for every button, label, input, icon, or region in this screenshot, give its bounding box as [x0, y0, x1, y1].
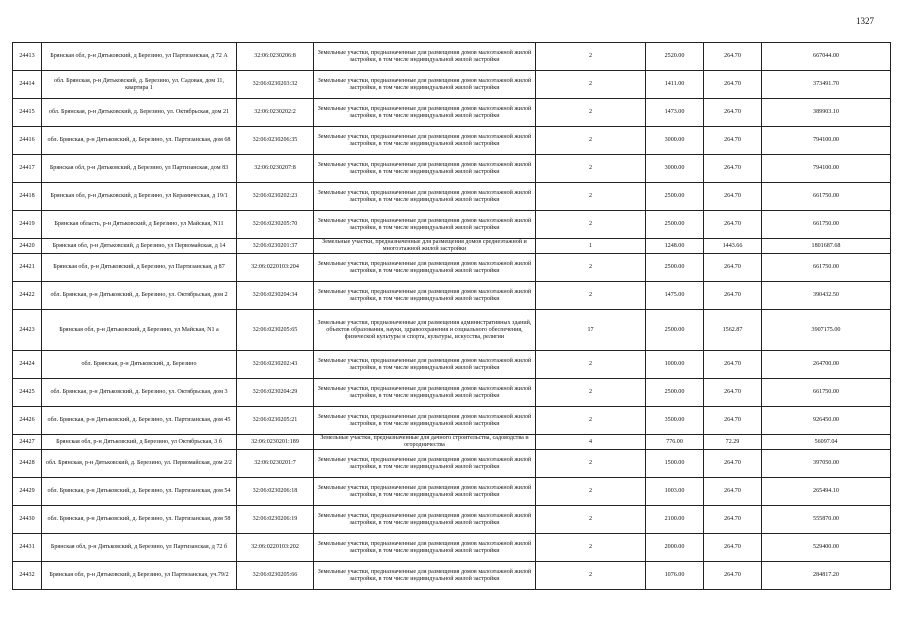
use-group-code-cell: 2 — [536, 155, 646, 183]
specific-value-cell: 264.70 — [704, 506, 762, 534]
table-row — [13, 310, 891, 351]
use-group-code-cell: 2 — [536, 351, 646, 379]
area-cell: 2500.00 — [646, 211, 704, 239]
table-row — [13, 127, 891, 155]
row-number-cell: 24425 — [13, 379, 42, 407]
use-group-code-cell: 2 — [536, 282, 646, 310]
address-cell: Брянская обл, р-н Дятьковский, д Березино, ул Первомайская, д 14 — [42, 239, 237, 254]
table-row — [13, 562, 891, 590]
row-number-cell: 24429 — [13, 478, 42, 506]
table-row — [13, 211, 891, 239]
area-cell: 1003.00 — [646, 478, 704, 506]
cadastral-number-cell: 32:06:0230202:2 — [237, 99, 314, 127]
permitted-use-cell: Земельные участки, предназначенные для дачного строительства, садоводства и огородничества — [314, 435, 536, 450]
area-cell: 3000.00 — [646, 155, 704, 183]
row-number-cell: 24428 — [13, 450, 42, 478]
area-cell: 1248.00 — [646, 239, 704, 254]
use-group-code-cell: 1 — [536, 239, 646, 254]
area-cell: 3500.00 — [646, 407, 704, 435]
address-cell: обл. Брянская, р-н Дятьковский, д. Березино, ул. Октябрьская, дом 3 — [42, 379, 237, 407]
table-row — [13, 239, 891, 254]
use-group-code-cell: 2 — [536, 506, 646, 534]
cadastral-value-cell: 397050.00 — [762, 450, 891, 478]
specific-value-cell: 264.70 — [704, 407, 762, 435]
permitted-use-cell: Земельные участки, предназначенные для размещения домов малоэтажной жилой застройки, в том числе индивидуальной жилой застройки — [314, 155, 536, 183]
permitted-use-cell: Земельные участки, предназначенные для размещения административных зданий, объектов образования, науки, здравоохранения и социального обеспечения, физической культуры и спорта, культуры, искусства, религии — [314, 310, 536, 351]
permitted-use-cell: Земельные участки, предназначенные для размещения домов малоэтажной жилой застройки, в том числе индивидуальной жилой застройки — [314, 211, 536, 239]
area-cell: 2500.00 — [646, 183, 704, 211]
cadastral-number-cell: 32:06:0230203:32 — [237, 71, 314, 99]
permitted-use-cell: Земельные участки, предназначенные для размещения домов среднеэтажной и многоэтажной жилой застройки — [314, 239, 536, 254]
cadastral-value-cell: 667044.00 — [762, 43, 891, 71]
cadastral-number-cell: 32:06:0230205:65 — [237, 310, 314, 351]
table-row — [13, 71, 891, 99]
cadastral-number-cell: 32:06:0230205:21 — [237, 407, 314, 435]
row-number-cell: 24426 — [13, 407, 42, 435]
permitted-use-cell: Земельные участки, предназначенные для размещения домов малоэтажной жилой застройки, в том числе индивидуальной жилой застройки — [314, 127, 536, 155]
row-number-cell: 24432 — [13, 562, 42, 590]
cadastral-number-cell: 32:06:0230204:29 — [237, 379, 314, 407]
cadastral-value-cell: 1801687.68 — [762, 239, 891, 254]
cadastral-value-cell: 661750.00 — [762, 183, 891, 211]
row-number-cell: 24417 — [13, 155, 42, 183]
permitted-use-cell: Земельные участки, предназначенные для размещения домов малоэтажной жилой застройки, в том числе индивидуальной жилой застройки — [314, 71, 536, 99]
address-cell: обл. Брянская, р-н Дятьковский, д. Березино, ул. Партизанская, дом 45 — [42, 407, 237, 435]
table-row — [13, 183, 891, 211]
use-group-code-cell: 2 — [536, 43, 646, 71]
area-cell: 2500.00 — [646, 310, 704, 351]
row-number-cell: 24418 — [13, 183, 42, 211]
row-number-cell: 24414 — [13, 71, 42, 99]
permitted-use-cell: Земельные участки, предназначенные для размещения домов малоэтажной жилой застройки, в том числе индивидуальной жилой застройки — [314, 254, 536, 282]
cadastral-value-cell: 555870.00 — [762, 506, 891, 534]
area-cell: 1411.00 — [646, 71, 704, 99]
address-cell: обл. Брянская, р-н Дятьковский, д. Березино, ул. Партизанская, дом 54 — [42, 478, 237, 506]
cadastral-value-cell: 794100.00 — [762, 127, 891, 155]
permitted-use-cell: Земельные участки, предназначенные для размещения домов малоэтажной жилой застройки, в том числе индивидуальной жилой застройки — [314, 183, 536, 211]
cadastral-number-cell: 32:06:0230205:70 — [237, 211, 314, 239]
address-cell: Брянская обл, р-н Дятьковский, д Березино, ул Партизанская, д 87 — [42, 254, 237, 282]
row-number-cell: 24419 — [13, 211, 42, 239]
cadastral-number-cell: 32:06:0230207:8 — [237, 155, 314, 183]
cadastral-value-cell: 794100.00 — [762, 155, 891, 183]
cadastral-value-cell: 265494.10 — [762, 478, 891, 506]
address-cell: Брянская обл, р-н Дятьковский, д Березино, ул Керамическая, д 19/1 — [42, 183, 237, 211]
table-row — [13, 99, 891, 127]
area-cell: 1000.00 — [646, 351, 704, 379]
specific-value-cell: 1443.66 — [704, 239, 762, 254]
use-group-code-cell: 2 — [536, 478, 646, 506]
area-cell: 776.00 — [646, 435, 704, 450]
cadastral-number-cell: 32:06:0230202:23 — [237, 183, 314, 211]
cadastral-number-cell: 32:06:0220103:204 — [237, 254, 314, 282]
specific-value-cell: 264.70 — [704, 478, 762, 506]
row-number-cell: 24423 — [13, 310, 42, 351]
cadastral-number-cell: 32:06:0230201:37 — [237, 239, 314, 254]
use-group-code-cell: 2 — [536, 562, 646, 590]
cadastral-value-cell: 373491.70 — [762, 71, 891, 99]
specific-value-cell: 264.70 — [704, 450, 762, 478]
use-group-code-cell: 2 — [536, 450, 646, 478]
use-group-code-cell: 2 — [536, 407, 646, 435]
cadastral-number-cell: 32:06:0230206:35 — [237, 127, 314, 155]
use-group-code-cell: 2 — [536, 99, 646, 127]
specific-value-cell: 264.70 — [704, 562, 762, 590]
address-cell: обл. Брянская, р-н Дятьковский, д. Березино, ул. Октябрьская, дом 2 — [42, 282, 237, 310]
specific-value-cell: 264.70 — [704, 534, 762, 562]
specific-value-cell: 1562.87 — [704, 310, 762, 351]
permitted-use-cell: Земельные участки, предназначенные для размещения домов малоэтажной жилой застройки, в том числе индивидуальной жилой застройки — [314, 450, 536, 478]
cadastral-value-cell: 926450.00 — [762, 407, 891, 435]
area-cell: 1475.00 — [646, 282, 704, 310]
use-group-code-cell: 2 — [536, 127, 646, 155]
permitted-use-cell: Земельные участки, предназначенные для размещения домов малоэтажной жилой застройки, в том числе индивидуальной жилой застройки — [314, 99, 536, 127]
address-cell: Брянская обл, р-н Дятьковский, д Березино, ул Партизанская, уч.79/2 — [42, 562, 237, 590]
table-row — [13, 450, 891, 478]
permitted-use-cell: Земельные участки, предназначенные для размещения домов малоэтажной жилой застройки, в том числе индивидуальной жилой застройки — [314, 43, 536, 71]
specific-value-cell: 264.70 — [704, 183, 762, 211]
cadastral-number-cell: 32:06:0230201:7 — [237, 450, 314, 478]
table-row — [13, 254, 891, 282]
specific-value-cell: 264.70 — [704, 71, 762, 99]
cadastral-number-cell: 32:06:0230202:43 — [237, 351, 314, 379]
specific-value-cell: 264.70 — [704, 379, 762, 407]
cadastral-number-cell: 32:06:0230204:34 — [237, 282, 314, 310]
area-cell: 1473.00 — [646, 99, 704, 127]
cadastral-value-cell: 3907175.00 — [762, 310, 891, 351]
permitted-use-cell: Земельные участки, предназначенные для размещения домов малоэтажной жилой застройки, в том числе индивидуальной жилой застройки — [314, 534, 536, 562]
table-row — [13, 506, 891, 534]
area-cell: 2000.00 — [646, 534, 704, 562]
table-row — [13, 43, 891, 71]
table-row — [13, 534, 891, 562]
specific-value-cell: 264.70 — [704, 351, 762, 379]
area-cell: 3000.00 — [646, 127, 704, 155]
row-number-cell: 24416 — [13, 127, 42, 155]
address-cell: Брянская обл, р-н Дятьковский, д Березино, ул Октябрьская, 3 б — [42, 435, 237, 450]
row-number-cell: 24420 — [13, 239, 42, 254]
use-group-code-cell: 2 — [536, 534, 646, 562]
use-group-code-cell: 2 — [536, 379, 646, 407]
cadastral-value-cell: 661750.00 — [762, 379, 891, 407]
land-registry-table — [12, 42, 891, 590]
row-number-cell: 24421 — [13, 254, 42, 282]
use-group-code-cell: 2 — [536, 183, 646, 211]
cadastral-value-cell: 284817.20 — [762, 562, 891, 590]
permitted-use-cell: Земельные участки, предназначенные для размещения домов малоэтажной жилой застройки, в том числе индивидуальной жилой застройки — [314, 478, 536, 506]
row-number-cell: 24430 — [13, 506, 42, 534]
cadastral-value-cell: 661750.00 — [762, 254, 891, 282]
cadastral-number-cell: 32:06:0220103:202 — [237, 534, 314, 562]
row-number-cell: 24431 — [13, 534, 42, 562]
cadastral-value-cell: 389903.10 — [762, 99, 891, 127]
specific-value-cell: 264.70 — [704, 127, 762, 155]
row-number-cell: 24413 — [13, 43, 42, 71]
specific-value-cell: 264.70 — [704, 155, 762, 183]
use-group-code-cell: 4 — [536, 435, 646, 450]
cadastral-value-cell: 264700.00 — [762, 351, 891, 379]
use-group-code-cell: 2 — [536, 71, 646, 99]
cadastral-value-cell: 529400.00 — [762, 534, 891, 562]
address-cell: обл. Брянская, р-н Дятьковский, д. Березино, ул. Партизанская, дом 58 — [42, 506, 237, 534]
table-row — [13, 351, 891, 379]
area-cell: 2520.00 — [646, 43, 704, 71]
permitted-use-cell: Земельные участки, предназначенные для размещения домов малоэтажной жилой застройки, в том числе индивидуальной жилой застройки — [314, 407, 536, 435]
use-group-code-cell: 2 — [536, 211, 646, 239]
table-row — [13, 407, 891, 435]
cadastral-value-cell: 390432.50 — [762, 282, 891, 310]
area-cell: 2500.00 — [646, 254, 704, 282]
cadastral-number-cell: 32:06:0230205:66 — [237, 562, 314, 590]
use-group-code-cell: 2 — [536, 254, 646, 282]
cadastral-value-cell: 661750.00 — [762, 211, 891, 239]
cadastral-number-cell: 32:06:0230206:19 — [237, 506, 314, 534]
specific-value-cell: 264.70 — [704, 99, 762, 127]
address-cell: Брянская обл, р-н Дятьковский, д Березино, ул Партизанская, д 72 А — [42, 43, 237, 71]
area-cell: 2100.00 — [646, 506, 704, 534]
address-cell: Брянская область, р-н Дятьковский, д Березино, ул Майская, N11 — [42, 211, 237, 239]
address-cell: обл. Брянская, р-н Дятьковский, д. Березино, ул. Садовая, дом 11, квартира 1 — [42, 71, 237, 99]
area-cell: 2500.00 — [646, 379, 704, 407]
specific-value-cell: 264.70 — [704, 43, 762, 71]
address-cell: обл. Брянская, р-н Дятьковский, д. Березино, ул. Партизанская, дом 68 — [42, 127, 237, 155]
address-cell: обл. Брянская, р-н Дятьковский, д. Березино, ул. Первомайская, дом 2/2 — [42, 450, 237, 478]
permitted-use-cell: Земельные участки, предназначенные для размещения домов малоэтажной жилой застройки, в том числе индивидуальной жилой застройки — [314, 351, 536, 379]
cadastral-number-cell: 32:06:0230206:8 — [237, 43, 314, 71]
table-row — [13, 435, 891, 450]
specific-value-cell: 264.70 — [704, 254, 762, 282]
row-number-cell: 24415 — [13, 99, 42, 127]
permitted-use-cell: Земельные участки, предназначенные для размещения домов малоэтажной жилой застройки, в том числе индивидуальной жилой застройки — [314, 282, 536, 310]
area-cell: 1076.00 — [646, 562, 704, 590]
address-cell: Брянская обл, р-н Дятьковский, д Березино, ул Партизанская, дом 83 — [42, 155, 237, 183]
page-number: 1327 — [856, 16, 874, 26]
permitted-use-cell: Земельные участки, предназначенные для размещения домов малоэтажной жилой застройки, в том числе индивидуальной жилой застройки — [314, 379, 536, 407]
cadastral-value-cell: 56097.04 — [762, 435, 891, 450]
table-row — [13, 478, 891, 506]
permitted-use-cell: Земельные участки, предназначенные для размещения домов малоэтажной жилой застройки, в том числе индивидуальной жилой застройки — [314, 506, 536, 534]
row-number-cell: 24424 — [13, 351, 42, 379]
address-cell: обл. Брянская, р-н Дятьковский, д. Березино — [42, 351, 237, 379]
specific-value-cell: 264.70 — [704, 282, 762, 310]
row-number-cell: 24422 — [13, 282, 42, 310]
table-body — [13, 43, 891, 590]
table-row — [13, 282, 891, 310]
table-row — [13, 379, 891, 407]
address-cell: Брянская обл, р-н Дятьковский, д Березино, ул Майская, N1 а — [42, 310, 237, 351]
use-group-code-cell: 17 — [536, 310, 646, 351]
address-cell: обл. Брянская, р-н Дятьковский, д. Березино, ул. Октябрьская, дом 21 — [42, 99, 237, 127]
row-number-cell: 24427 — [13, 435, 42, 450]
address-cell: Брянская обл, р-н Дятьковский, д Березино, ул Партизанская, д 72 б — [42, 534, 237, 562]
cadastral-number-cell: 32:06:0230206:18 — [237, 478, 314, 506]
permitted-use-cell: Земельные участки, предназначенные для размещения домов малоэтажной жилой застройки, в том числе индивидуальной жилой застройки — [314, 562, 536, 590]
specific-value-cell: 264.70 — [704, 211, 762, 239]
specific-value-cell: 72.29 — [704, 435, 762, 450]
table-row — [13, 155, 891, 183]
cadastral-number-cell: 32:06:0230201:189 — [237, 435, 314, 450]
area-cell: 1500.00 — [646, 450, 704, 478]
